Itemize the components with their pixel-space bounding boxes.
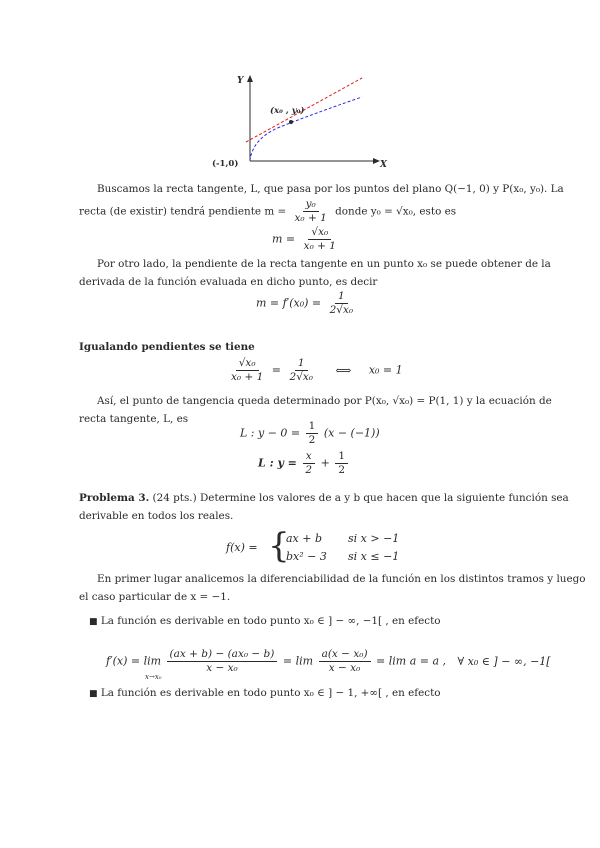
equation-3-result: x₀ = 1 bbox=[368, 363, 403, 377]
bullet-2-text: La función es derivable en todo punto x₀ ∈ ] − 1, +∞[ , en efecto bbox=[100, 687, 441, 699]
equation-6-den-2: x − x₀ bbox=[328, 662, 361, 674]
equation-6-num-2: a(x − x₀) bbox=[319, 648, 371, 662]
paragraph-4-line-2: recta tangente, L, es bbox=[79, 413, 189, 425]
tangent-figure bbox=[200, 70, 400, 170]
x-axis-arrow bbox=[373, 158, 380, 164]
equation-6-mid: = lim bbox=[282, 654, 314, 668]
equation-4-row-1-lhs: L : y − 0 = bbox=[240, 426, 301, 440]
equation-6 bbox=[106, 648, 551, 675]
bullet-1-text: La función es derivable en todo punto x₀ ∈ ] − ∞, −1[ , en efecto bbox=[100, 615, 441, 627]
equation-6-fraction-1 bbox=[167, 648, 278, 675]
equation-6-den-1: x − x₀ bbox=[206, 662, 238, 674]
equation-1-den: x₀ + 1 bbox=[303, 240, 336, 252]
equation-4-row-1-rhs: (x − (−1)) bbox=[323, 426, 380, 440]
problem-3-line-1 bbox=[79, 489, 569, 507]
equation-4-row-1-fraction bbox=[306, 420, 319, 447]
equation-4-row-1 bbox=[240, 420, 380, 447]
equation-4-row-2-plus: + bbox=[320, 456, 330, 470]
equation-5-case-2-cond: si x ≤ −1 bbox=[348, 550, 400, 563]
equation-1 bbox=[272, 226, 341, 253]
equation-4-row-2-num-1: x bbox=[303, 450, 315, 464]
origin-label: (-1,0) bbox=[212, 159, 239, 169]
paragraph-2-line-2: derivada de la función evaluada en dicho punto, es decir bbox=[79, 276, 378, 288]
equation-3-equals: = bbox=[271, 363, 282, 377]
equation-4-row-2-num-2: 1 bbox=[335, 450, 348, 464]
bullet-2 bbox=[89, 684, 441, 703]
equation-2-fraction bbox=[327, 290, 357, 317]
bullet-2-marker: ■ bbox=[89, 689, 98, 699]
equation-6-end: = lim a = a , bbox=[376, 654, 447, 668]
x-axis-label: X bbox=[380, 160, 387, 170]
equation-4-row-1-num: 1 bbox=[306, 420, 319, 434]
equation-3-den-1: x₀ + 1 bbox=[231, 371, 264, 383]
equation-2-den: 2√x₀ bbox=[329, 304, 354, 316]
paragraph-1-line-2-b: donde y₀ = √x₀, esto es bbox=[335, 205, 457, 218]
paragraph-4-line-1: Así, el punto de tangencia queda determinado por P(x₀, √x₀) = P(1, 1) y la ecuación de bbox=[97, 395, 552, 407]
paragraph-5-line-1: En primer lugar analicemos la diferenciabilidad de la función en los distintos tramos y luego bbox=[97, 573, 586, 585]
slope-fraction-num: y₀ bbox=[303, 198, 319, 212]
equation-4-row-2 bbox=[258, 450, 350, 477]
y-axis-arrow bbox=[247, 75, 253, 82]
slope-fraction-den: x₀ + 1 bbox=[294, 212, 327, 224]
paragraph-5-line-2: el caso particular de x = −1. bbox=[79, 591, 231, 603]
equation-3-den-2: 2√x₀ bbox=[289, 371, 314, 383]
equation-5-lhs: f(x) = bbox=[226, 541, 258, 554]
equation-2 bbox=[256, 290, 358, 317]
equation-6-lim-subscript: x→x₀ bbox=[145, 673, 162, 681]
problem-3-line-2: derivable en todos los reales. bbox=[79, 510, 234, 522]
equation-1-lhs: m = bbox=[272, 232, 296, 246]
equation-4-row-2-fraction-1 bbox=[302, 450, 315, 477]
bullet-1 bbox=[89, 612, 441, 631]
paragraph-2-line-1: Por otro lado, la pendiente de la recta tangente en un punto x₀ se puede obtener de la bbox=[97, 258, 551, 270]
equation-5-case-2-expr: bx² − 3 bbox=[286, 550, 327, 563]
equation-4-row-2-den-2: 2 bbox=[338, 464, 345, 476]
slope-fraction bbox=[292, 198, 330, 225]
equation-1-num: √x₀ bbox=[308, 226, 331, 240]
point-label: (x₀ , y₀) bbox=[270, 106, 305, 116]
equation-2-lhs: m = f′(x₀) = bbox=[256, 296, 322, 310]
equation-3-fraction-1 bbox=[228, 357, 266, 384]
equation-1-fraction bbox=[301, 226, 339, 253]
equation-6-fraction-2 bbox=[319, 648, 371, 675]
problem-3-points: (24 pts.) bbox=[152, 492, 197, 504]
equation-3-iff: ⟺ bbox=[335, 363, 352, 377]
equation-6-num-1: (ax + b) − (ax₀ − b) bbox=[167, 648, 278, 662]
y-axis-label: Y bbox=[237, 76, 244, 86]
paragraph-1-line-2 bbox=[79, 198, 456, 225]
equation-6-forall: ∀ x₀ ∈ ] − ∞, −1[ bbox=[457, 654, 551, 668]
equation-5-case-1-cond: si x > −1 bbox=[348, 532, 400, 545]
equation-4-row-2-den-1: 2 bbox=[305, 464, 313, 476]
equation-4-row-1-den: 2 bbox=[308, 434, 316, 446]
paragraph-3: Igualando pendientes se tiene bbox=[79, 341, 255, 353]
equation-3 bbox=[226, 357, 403, 384]
equation-4-row-2-lhs: L : y = bbox=[258, 456, 297, 470]
bullet-1-marker: ■ bbox=[89, 617, 98, 627]
paragraph-1-line-1: Buscamos la recta tangente, L, que pasa por los puntos del plano Q(−1, 0) y P(x₀, y₀). La bbox=[97, 183, 564, 195]
equation-3-fraction-2 bbox=[287, 357, 317, 384]
equation-2-num: 1 bbox=[335, 290, 348, 304]
equation-5-case-1-expr: ax + b bbox=[286, 532, 323, 545]
paragraph-1-line-2-a: recta (de existir) tendrá pendiente m = bbox=[79, 205, 287, 218]
left-brace: { bbox=[268, 526, 290, 566]
problem-3-statement: Determine los valores de a y b que hacen que la siguiente función sea bbox=[199, 492, 569, 504]
tangency-point bbox=[289, 120, 293, 124]
sqrt-curve bbox=[250, 97, 362, 161]
equation-3-num-1: √x₀ bbox=[236, 357, 259, 371]
problem-3-title: Problema 3. bbox=[79, 492, 150, 504]
equation-4-row-2-fraction-2 bbox=[335, 450, 348, 477]
equation-6-lhs: f′(x) = lim bbox=[106, 654, 162, 668]
equation-3-num-2: 1 bbox=[295, 357, 308, 371]
